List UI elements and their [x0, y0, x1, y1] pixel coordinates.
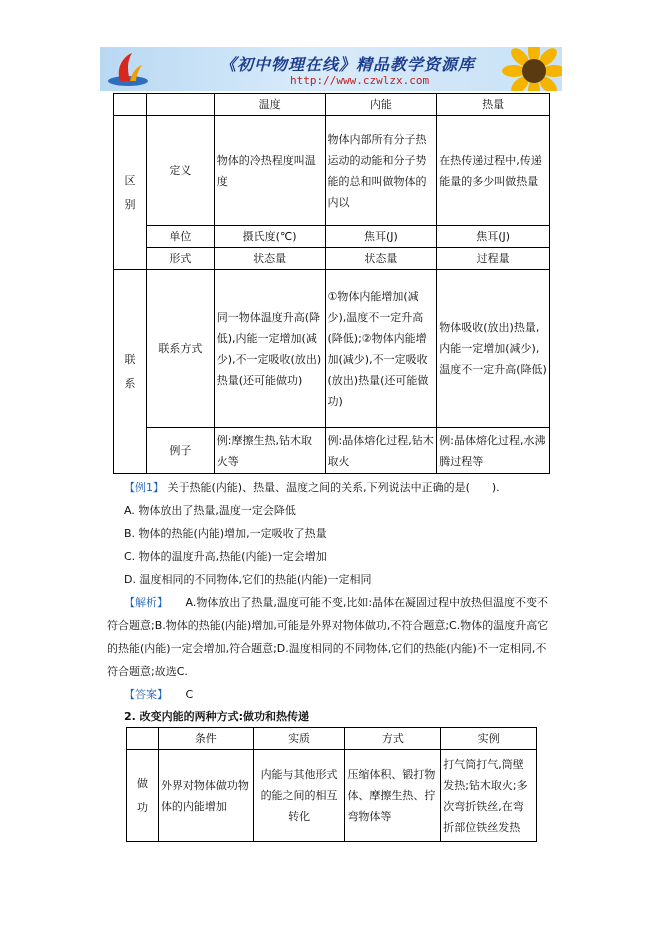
- t2-condition: 外界对物体做功物体的内能增加: [158, 750, 253, 842]
- section-difference: [114, 116, 147, 270]
- example-heat: 例:晶体熔化过程,水沸腾过程等: [437, 428, 550, 474]
- option-a: A. 物体放出了热量,温度一定会降低: [124, 504, 296, 517]
- example-temperature: 例:摩擦生热,钻木取火等: [214, 428, 325, 474]
- row-example-label: 例子: [146, 428, 214, 474]
- section-difference-label: 区 别: [124, 173, 136, 211]
- header-heat: 热量: [437, 94, 550, 116]
- def-heat: 在热传递过程中,传递能量的多少叫做热量: [437, 116, 550, 226]
- site-logo-icon: [106, 51, 150, 87]
- answer-line: [124, 687, 193, 703]
- link-temperature: 同一物体温度升高(降低),内能一定增加(减少),不一定吸收(放出)热量(还可能做功): [214, 270, 325, 428]
- answer-tag: 【答案】: [124, 688, 168, 701]
- form-temperature: 状态量: [214, 248, 325, 270]
- t2-row-label-text: 做 功: [136, 776, 148, 814]
- row-form-label: 形式: [146, 248, 214, 270]
- option-b: B. 物体的热能(内能)增加,一定吸收了热量: [124, 527, 327, 540]
- form-internal-energy: 状态量: [325, 248, 437, 270]
- example-internal-energy: 例:晶体熔化过程,钻木取火: [325, 428, 437, 474]
- banner-title: 《初中物理在线》精品教学资源库: [220, 55, 476, 74]
- sunflower-icon: [488, 47, 562, 91]
- example1-question: 关于热能(内能)、热量、温度之间的关系,下列说法中正确的是( ).: [167, 481, 500, 494]
- section-connection-label: 联 系: [124, 352, 136, 390]
- header-blank-1: [114, 94, 147, 116]
- unit-temperature: 摄氏度(℃): [214, 226, 325, 248]
- analysis-tag: 【解析】: [124, 596, 168, 609]
- t2-row-label: [127, 750, 159, 842]
- link-internal-energy: ①物体内能增加(减少),温度不一定升高(降低);②物体内能增加(减少),不一定吸收(放出)热量(还可能做功): [325, 270, 437, 428]
- unit-internal-energy: 焦耳(J): [325, 226, 437, 248]
- comparison-table: [113, 93, 550, 474]
- def-temperature: 物体的冷热程度叫温度: [214, 116, 325, 226]
- header-blank-2: [146, 94, 214, 116]
- header-temperature: 温度: [214, 94, 325, 116]
- analysis-text-1: A.物体放出了热量,温度可能不变,比如:晶体在凝固过程中放热但温度不变不: [185, 596, 549, 609]
- option-d: D. 温度相同的不同物体,它们的热能(内能)一定相同: [124, 573, 372, 586]
- t2-header-condition: 条件: [158, 728, 253, 750]
- header-internal-energy: 内能: [325, 94, 437, 116]
- t2-essence: 内能与其他形式的能之间的相互转化: [253, 750, 345, 842]
- work-method-table: [126, 727, 537, 842]
- analysis-line-1: [124, 595, 548, 611]
- t2-header-blank: [127, 728, 159, 750]
- example1-question-line: [124, 480, 500, 496]
- t2-header-essence: 实质: [253, 728, 345, 750]
- unit-heat: 焦耳(J): [437, 226, 550, 248]
- row-definition-label: 定义: [146, 116, 214, 226]
- t2-method: 压缩体积、锻打物体、摩擦生热、拧弯物体等: [345, 750, 441, 842]
- header-banner: [100, 47, 562, 91]
- section2-heading: 2. 改变内能的两种方式:做功和热传递: [124, 710, 310, 723]
- row-link-label: 联系方式: [146, 270, 214, 428]
- banner-url: http://www.czwlzx.com: [290, 74, 430, 87]
- t2-header-instance: 实例: [441, 728, 537, 750]
- def-internal-energy: 物体内部所有分子热运动的动能和分子势能的总和叫做物体的内以: [325, 116, 437, 226]
- form-heat: 过程量: [437, 248, 550, 270]
- t2-instance: 打气筒打气,筒壁发热;钻木取火;多次弯折铁丝,在弯折部位铁丝发热: [441, 750, 537, 842]
- t2-header-method: 方式: [345, 728, 441, 750]
- option-c: C. 物体的温度升高,热能(内能)一定会增加: [124, 550, 327, 563]
- section-connection: [114, 270, 147, 474]
- answer-value: C: [185, 688, 194, 701]
- link-heat: 物体吸收(放出)热量,内能一定增加(减少),温度不一定升高(降低): [437, 270, 550, 428]
- analysis-text-2: 符合题意;B.物体的热能(内能)增加,可能是外界对物体做功,不符合题意;C.物体的温度升高它: [107, 619, 549, 632]
- analysis-text-4: 符合题意;故选C.: [107, 665, 188, 678]
- row-unit-label: 单位: [146, 226, 214, 248]
- example1-tag: 【例1】: [124, 481, 164, 494]
- analysis-text-3: 的热能(内能)一定会增加,符合题意;D.温度相同的不同物体,它们的热能(内能)不一定相同,不: [107, 642, 547, 655]
